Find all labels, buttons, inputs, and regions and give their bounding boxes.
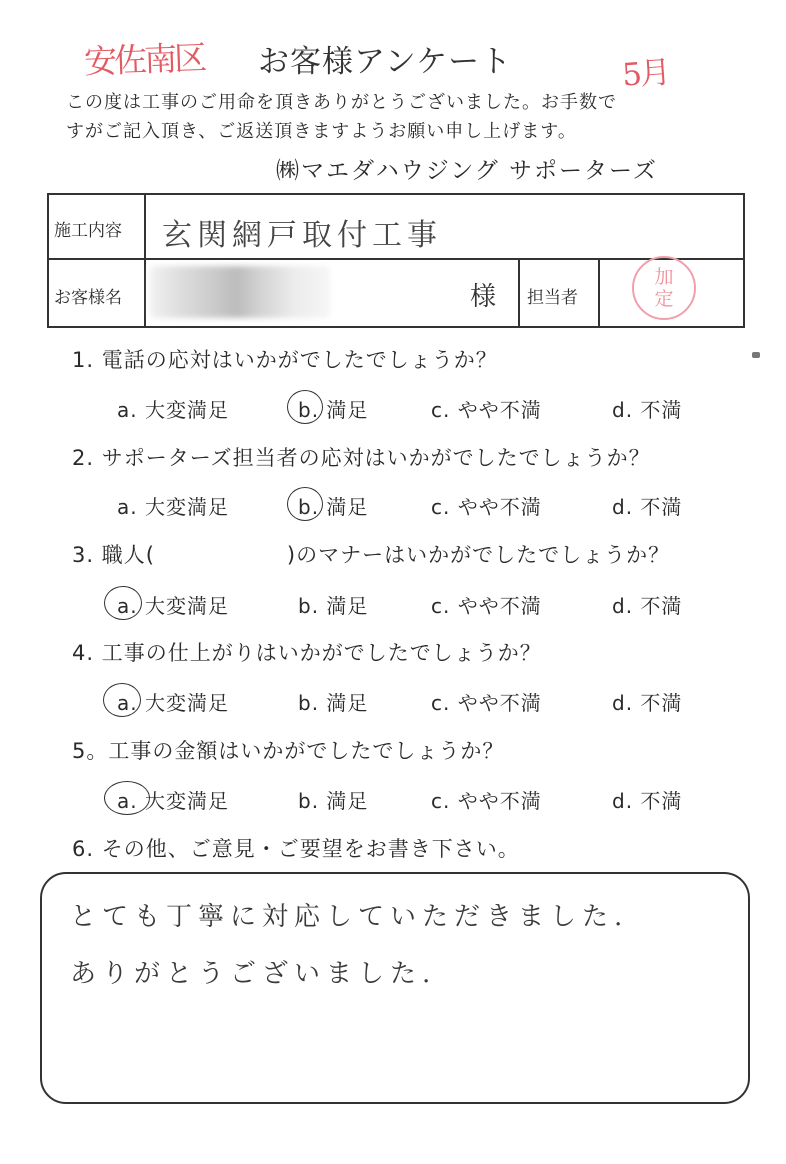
question-1: 1. 電話の応対はいかがでしたでしょうか？: [72, 348, 498, 372]
q5-option-d: d. 不満: [612, 789, 683, 813]
q4-selected-circle: [103, 683, 141, 717]
label-column-divider: [144, 193, 146, 328]
customer-name-redacted: [150, 266, 330, 318]
company-name: ㈱マエダハウジング サポーターズ: [276, 158, 658, 184]
customer-honorific: 様: [470, 282, 497, 312]
scan-mark: [752, 352, 760, 358]
q4-option-a: a. 大変満足: [117, 691, 229, 715]
q3-option-d: d. 不満: [612, 594, 683, 618]
work-content-value: 玄関網戸取付工事: [162, 218, 442, 253]
q5-option-a: a. 大変満足: [117, 789, 229, 813]
q2-selected-circle: [287, 487, 323, 521]
question-5: 5。工事の金額はいかがでしたでしょうか？: [72, 739, 505, 763]
info-table-divider: [47, 258, 745, 260]
staff-seal-stamp: [632, 256, 696, 320]
q4-option-c: c. やや不満: [431, 691, 542, 715]
q1-option-a: a. 大変満足: [117, 398, 229, 422]
customer-name-label: お客様名: [54, 288, 122, 308]
work-content-label: 施工内容: [54, 221, 122, 241]
q5-selected-circle: [104, 781, 150, 815]
question-6: 6. その他、ご意見・ご要望をお書き下さい。: [72, 837, 520, 861]
q1-option-b: b. 満足: [298, 398, 369, 422]
intro-line-1: この度は工事のご用命を頂きありがとうございました。お手数で: [66, 92, 617, 113]
q3-selected-circle: [104, 586, 142, 620]
area-handwritten: 安佐南区: [83, 37, 205, 82]
comment-line-1: とても丁寧に対応していただきました.: [70, 902, 629, 932]
q5-option-c: c. やや不満: [431, 789, 542, 813]
q2-option-a: a. 大変満足: [117, 495, 229, 519]
q1-option-c: c. やや不満: [431, 398, 542, 422]
staff-label-right-divider: [598, 258, 600, 328]
q3-option-b: b. 満足: [298, 594, 369, 618]
q2-option-c: c. やや不満: [431, 495, 542, 519]
month-handwritten: 5月: [621, 54, 671, 94]
comment-line-2: ありがとうございました.: [70, 959, 437, 989]
q1-selected-circle: [287, 390, 323, 424]
q3-option-a: a. 大変満足: [117, 594, 229, 618]
q3-option-c: c. やや不満: [431, 594, 542, 618]
q5-option-b: b. 満足: [298, 789, 369, 813]
survey-title: お客様アンケート: [258, 44, 513, 80]
staff-label-left-divider: [518, 258, 520, 328]
staff-label: 担当者: [527, 288, 578, 308]
intro-line-2: すがご記入頂き、ご返送頂きますようお願い申し上げます。: [66, 121, 577, 142]
question-4: 4. 工事の仕上がりはいかがでしたでしょうか？: [72, 641, 542, 665]
staff-seal-line-2: 定: [654, 288, 674, 310]
q1-option-d: d. 不満: [612, 398, 683, 422]
q4-option-d: d. 不満: [612, 691, 683, 715]
question-3: 3. 職人( )のマナーはいかがでしたでしょうか？: [72, 543, 671, 567]
staff-seal-line-1: 加: [654, 266, 674, 288]
q2-option-b: b. 満足: [298, 495, 369, 519]
q4-option-b: b. 満足: [298, 691, 369, 715]
question-2: 2. サポーターズ担当者の応対はいかがでしたでしょうか？: [72, 446, 651, 470]
q2-option-d: d. 不満: [612, 495, 683, 519]
